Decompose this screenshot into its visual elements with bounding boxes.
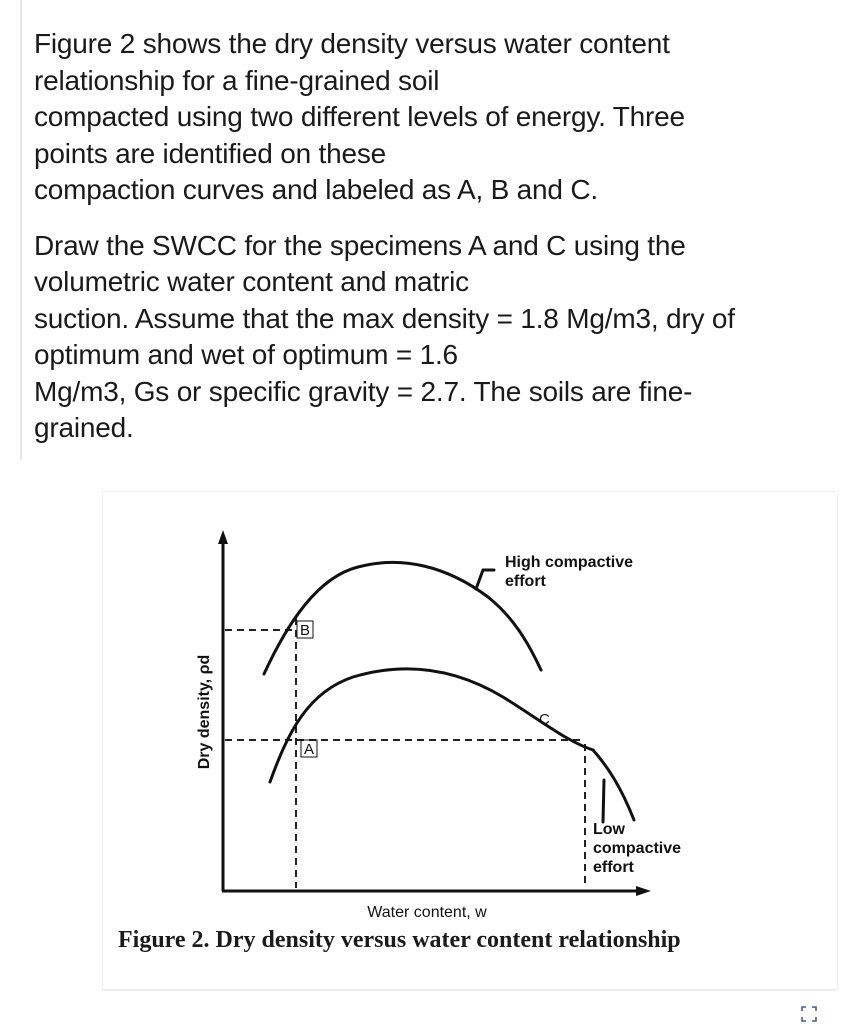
text-line: suction. Assume that the max density = 1.8 Mg/m3, dry of <box>34 302 735 334</box>
low-effort-leader <box>603 780 604 822</box>
y-axis-arrow <box>218 530 228 544</box>
high-effort-line-1: High compactive <box>505 554 634 571</box>
question-paragraph-2 <box>34 228 844 447</box>
high-effort-line-2: effort <box>505 573 546 590</box>
question-text <box>34 26 844 447</box>
text-line: compacted using two different levels of energy. Three <box>34 101 685 132</box>
divider <box>102 989 836 990</box>
question-paragraph-1 <box>34 26 844 209</box>
point-c-label: C <box>539 711 550 728</box>
guide-lines <box>225 618 585 888</box>
axes <box>222 542 638 891</box>
high-effort-leader <box>476 570 494 589</box>
x-axis-label: Water content, w <box>367 904 487 921</box>
point-labels <box>297 621 550 758</box>
compaction-diagram <box>103 492 837 990</box>
point-b-label: B <box>300 622 311 639</box>
quote-rule <box>20 0 22 460</box>
point-a-label: A <box>304 741 315 758</box>
text-line: optimum and wet of optimum = 1.6 <box>34 339 458 370</box>
low-effort-curve <box>270 669 634 820</box>
low-effort-label <box>593 821 681 876</box>
text-line: grained. <box>34 412 134 443</box>
text-line: relationship for a fine-grained soil <box>34 64 440 96</box>
high-effort-curve <box>264 562 541 674</box>
text-line: volumetric water content and matric <box>34 266 469 297</box>
low-effort-line-2: compactive <box>593 840 682 857</box>
text-line: compaction curves and labeled as A, B and C. <box>34 174 598 205</box>
expand-icon[interactable] <box>801 1006 817 1022</box>
high-effort-label <box>505 554 633 590</box>
text-line: Figure 2 shows the dry density versus water content <box>34 28 670 59</box>
curves <box>264 562 634 822</box>
text-line: Mg/m3, Gs or specific gravity = 2.7. The soils are fine- <box>34 375 693 407</box>
figure-card[interactable] <box>102 491 838 991</box>
low-effort-line-3: effort <box>593 859 634 876</box>
low-effort-line-1: Low <box>593 821 625 838</box>
figure-caption: Figure 2. Dry density versus water content relationship <box>118 927 681 953</box>
text-line: points are identified on these <box>34 137 387 169</box>
y-axis-label: Dry density, ρd <box>196 654 213 770</box>
text-line: Draw the SWCC for the specimens A and C using the <box>34 229 686 261</box>
x-axis-arrow <box>636 886 651 896</box>
